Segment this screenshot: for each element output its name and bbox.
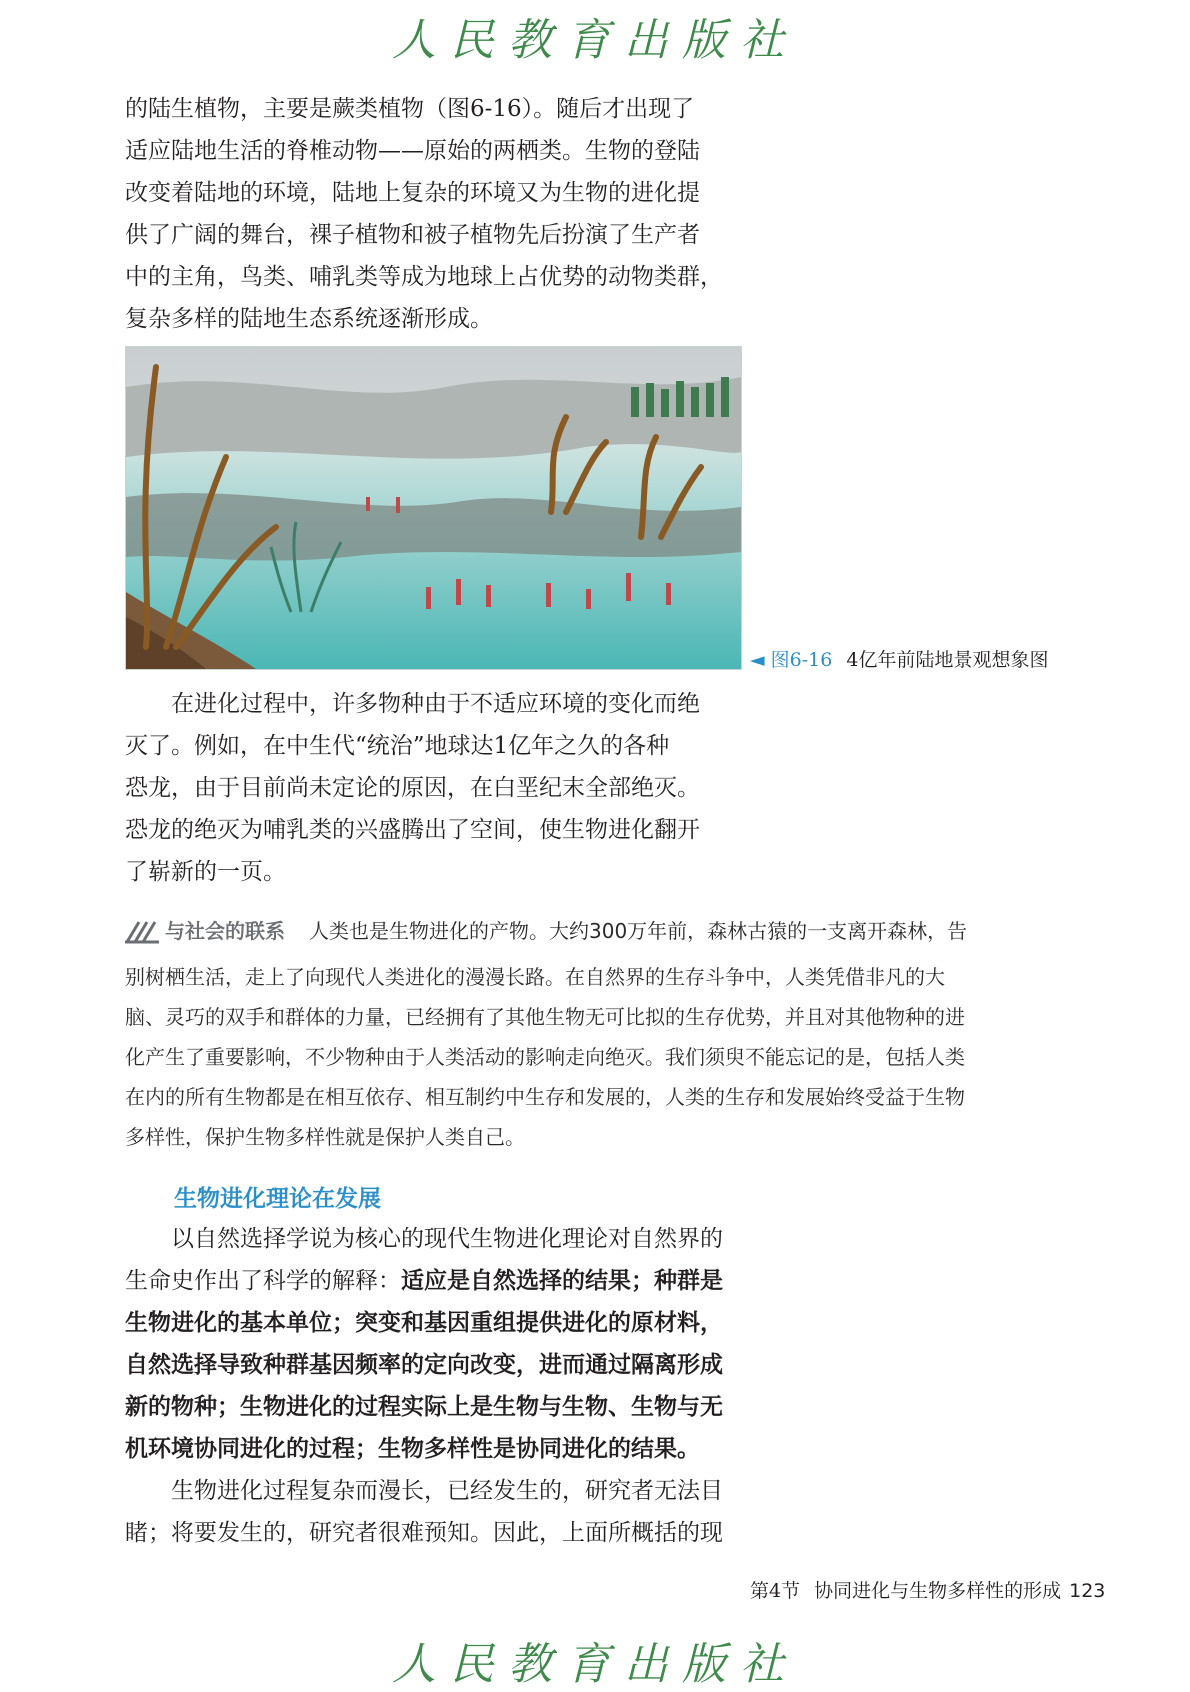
bold-text-line: 机环境协同进化的过程；生物多样性是协同进化的结果。 — [125, 1436, 700, 1462]
paragraph-research-limits — [125, 1470, 740, 1554]
text-line: 别树栖生活，走上了向现代人类进化的漫漫长路。在自然界的生存斗争中，人类凭借非凡的大 — [125, 965, 945, 989]
text-line: 的陆生植物，主要是蕨类植物（图6-16）。随后才出现了 — [125, 96, 695, 122]
text-line: 恐龙的绝灭为哺乳类的兴盛腾出了空间，使生物进化翻开 — [125, 817, 700, 843]
landscape-illustration — [125, 346, 742, 670]
text-line: 供了广阔的舞台，裸子植物和被子植物先后扮演了生产者 — [125, 222, 700, 248]
society-connection-box — [125, 911, 1100, 1157]
caption-pointer-icon: ◄ — [750, 649, 765, 671]
text-line: 在内的所有生物都是在相互依存、相互制约中生存和发展的，人类的生存和发展始终受益于生物 — [125, 1085, 965, 1109]
footer-section-number: 第4节 — [750, 1580, 801, 1602]
society-first-line — [125, 911, 1100, 957]
landscape-drawing — [126, 347, 741, 669]
text-line: 生物进化过程复杂而漫长，已经发生的，研究者无法目 — [171, 1478, 723, 1504]
publisher-watermark-bottom: 人民教育出版社 — [392, 1639, 798, 1690]
text-line: 睹；将要发生的，研究者很难预知。因此，上面所概括的现 — [125, 1520, 723, 1546]
text-line: 改变着陆地的环境，陆地上复杂的环境又为生物的进化提 — [125, 180, 700, 206]
bold-text-line: 自然选择导致种群基因频率的定向改变，进而通过隔离形成 — [125, 1352, 723, 1378]
text-run: 生命史作出了科学的解释： — [125, 1268, 401, 1294]
text-line: 人类也是生物进化的产物。大约300万年前，森林古猿的一支离开森林，告 — [309, 919, 968, 943]
bold-text-line: 生物进化的基本单位；突变和基因重组提供进化的原材料， — [125, 1310, 723, 1336]
text-line: 了崭新的一页。 — [125, 859, 286, 885]
text-line: 以自然选择学说为核心的现代生物进化理论对自然界的 — [171, 1226, 723, 1252]
text-line: 化产生了重要影响，不少物种由于人类活动的影响走向绝灭。我们须臾不能忘记的是，包括人类 — [125, 1045, 965, 1069]
figure-caption — [750, 645, 1048, 672]
text-line — [125, 1260, 740, 1302]
page-number: 123 — [1069, 1580, 1106, 1602]
publisher-watermark-top: 人民教育出版社 — [392, 15, 798, 66]
paragraph-extinction — [125, 683, 740, 893]
bold-text-run: 适应是自然选择的结果；种群是 — [401, 1268, 723, 1294]
society-icon — [125, 917, 161, 957]
page-footer — [750, 1576, 1105, 1603]
text-line: 恐龙，由于目前尚未定论的原因，在白垩纪末全部绝灭。 — [125, 775, 700, 801]
text-line: 中的主角，鸟类、哺乳类等成为地球上占优势的动物类群， — [125, 264, 723, 290]
text-line: 灭了。例如，在中生代“统治”地球达1亿年之久的各种 — [125, 733, 670, 759]
figure-number: 图6-16 — [770, 649, 833, 671]
text-line: 在进化过程中，许多物种由于不适应环境的变化而绝 — [171, 691, 700, 717]
text-line: 脑、灵巧的双手和群体的力量，已经拥有了其他生物无可比拟的生存优势，并且对其他物种的进 — [125, 1005, 965, 1029]
text-line: 适应陆地生活的脊椎动物——原始的两栖类。生物的登陆 — [125, 138, 700, 164]
text-line: 多样性，保护生物多样性就是保护人类自己。 — [125, 1125, 525, 1149]
paragraph-land-plants — [125, 88, 740, 340]
figure-title: 4亿年前陆地景观想象图 — [846, 649, 1049, 671]
footer-section-title: 协同进化与生物多样性的形成 — [814, 1580, 1062, 1602]
text-line: 复杂多样的陆地生态系统逐渐形成。 — [125, 306, 493, 332]
section-heading: 生物进化理论在发展 — [174, 1186, 381, 1212]
bold-text-line: 新的物种；生物进化的过程实际上是生物与生物、生物与无 — [125, 1394, 723, 1420]
society-label: 与社会的联系 — [165, 919, 285, 943]
paragraph-modern-theory — [125, 1218, 740, 1470]
